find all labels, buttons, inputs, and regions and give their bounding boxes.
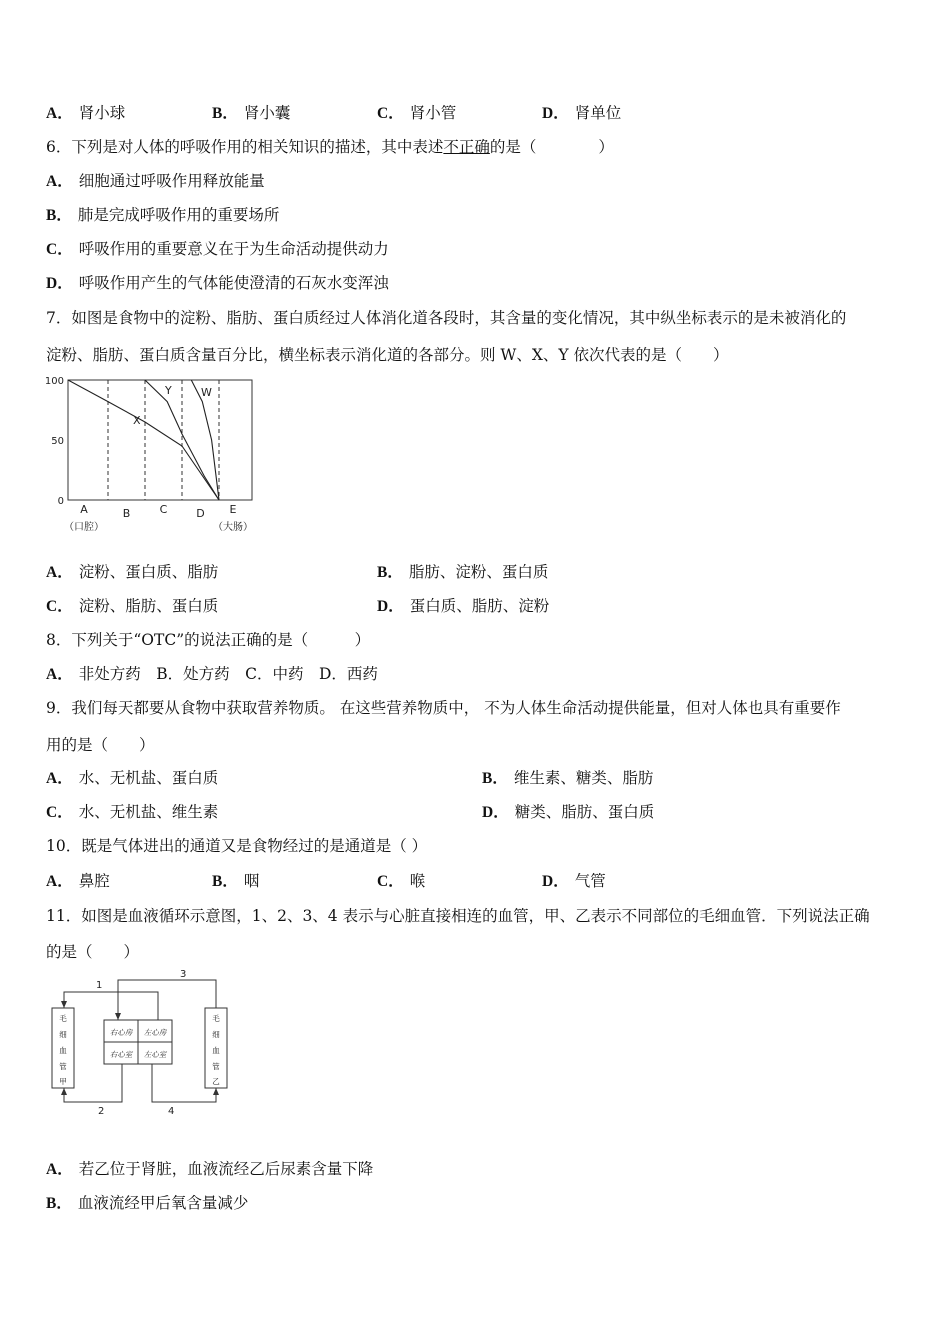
q9-option-b: B． 维生素、糖类、脂肪: [482, 769, 654, 787]
q6-option-c: C． 呼吸作用的重要意义在于为生命活动提供动力: [46, 240, 389, 258]
plot-frame: [68, 380, 252, 500]
q9-stem-line1: 9．我们每天都要从食物中获取营养物质。 在这些营养物质中， 不为人体生命活动提供能量，但对人体也具有重要作: [46, 699, 841, 717]
q6-option-b: B． 肺是完成呼吸作用的重要场所: [46, 206, 280, 224]
svg-text:血: 血: [59, 1046, 67, 1055]
label-1: 1: [96, 980, 103, 991]
q6-option-a: A． 细胞通过呼吸作用释放能量: [46, 172, 265, 190]
q5-option-c: C． 肾小管: [377, 104, 457, 122]
q9-option-c: C． 水、无机盐、维生素: [46, 803, 219, 821]
svg-text:管: 管: [212, 1062, 220, 1071]
series-label-x: X: [133, 414, 141, 427]
circulation-diagram: [44, 968, 244, 1118]
q8-stem: 8．下列关于“OTC”的说法正确的是（ ）: [46, 631, 371, 649]
x-tick-label: E: [229, 503, 237, 516]
q9-stem-line2: 用的是（ ）: [46, 736, 155, 754]
q9-option-d: D． 糖类、脂肪、蛋白质: [482, 803, 655, 821]
vessel-4: [152, 1064, 216, 1102]
q5-option-a: A． 肾小球: [46, 104, 126, 122]
y-tick-label: 100: [44, 376, 64, 387]
q5-option-b: B． 肾小囊: [212, 104, 291, 122]
label-4: 4: [168, 1106, 175, 1117]
y-tick-label: 0: [57, 496, 64, 507]
svg-text:细: 细: [59, 1030, 67, 1039]
q8-options: A． 非处方药 B．处方药 C．中药 D．西药: [46, 665, 378, 683]
x-tick-label: D: [196, 507, 205, 520]
y-tick-label: 50: [51, 436, 64, 447]
vessel-1: [64, 992, 158, 1020]
q11-stem-line2: 的是（ ）: [46, 943, 140, 961]
series-label-w: W: [201, 386, 212, 399]
q10-stem: 10．既是气体进出的通道又是食物经过的是通道是（ ）: [46, 837, 428, 855]
svg-text:细: 细: [212, 1030, 220, 1039]
q7-option-c: C． 淀粉、脂肪、蛋白质: [46, 597, 219, 615]
series-label-y: Y: [165, 384, 172, 397]
q7-stem-line1: 7．如图是食物中的淀粉、脂肪、蛋白质经过人体消化道各段时，其含量的变化情况，其中纵坐标表示的是未被消化的: [46, 309, 847, 327]
x-tick-label: C: [159, 503, 168, 516]
svg-text:乙: 乙: [212, 1077, 220, 1086]
q6-stem: 6．下列是对人体的呼吸作用的相关知识的描述，其中表述不正确的是（ ）: [46, 138, 614, 156]
digestion-chart: [40, 372, 280, 537]
left-ventricle: 左心室: [143, 1050, 167, 1059]
q11-option-a: A． 若乙位于肾脏，血液流经乙后尿素含量下降: [46, 1160, 374, 1178]
x-tick-note: （口腔）: [64, 522, 104, 533]
left-atrium: 左心房: [143, 1028, 167, 1037]
q10-option-c: C． 喉: [377, 872, 426, 890]
svg-text:血: 血: [212, 1046, 220, 1055]
svg-text:毛: 毛: [59, 1014, 67, 1023]
right-atrium: 右心房: [109, 1028, 133, 1037]
label-3: 3: [180, 969, 187, 980]
x-tick-label: A: [80, 503, 88, 516]
q11-stem-line1: 11．如图是血液循环示意图，1、2、3、4 表示与心脏直接相连的血管，甲、乙表示不同部位的毛细血管．下列说法正确: [46, 907, 870, 925]
x-tick-label: B: [122, 507, 131, 520]
q11-option-b: B． 血液流经甲后氧含量减少: [46, 1194, 249, 1212]
label-2: 2: [98, 1106, 105, 1117]
q7-option-d: D． 蛋白质、脂肪、淀粉: [377, 597, 550, 615]
q7-stem-line2: 淀粉、脂肪、蛋白质含量百分比，横坐标表示消化道的各部分。则 W、X、Y 依次代表的是（ ）: [46, 346, 729, 364]
series-line-x: [68, 380, 219, 500]
svg-text:毛: 毛: [212, 1014, 220, 1023]
vessel-2: [64, 1064, 122, 1102]
svg-text:管: 管: [59, 1062, 67, 1071]
q10-option-d: D． 气管: [542, 872, 606, 890]
x-tick-note: （大肠）: [213, 522, 253, 533]
q7-option-a: A． 淀粉、蛋白质、脂肪: [46, 563, 219, 581]
q10-option-b: B． 咽: [212, 872, 260, 890]
right-ventricle: 右心室: [109, 1050, 133, 1059]
vessel-3: [118, 980, 216, 1020]
q6-option-d: D． 呼吸作用产生的气体能使澄清的石灰水变浑浊: [46, 274, 389, 292]
q5-option-d: D． 肾单位: [542, 104, 622, 122]
q10-option-a: A． 鼻腔: [46, 872, 110, 890]
svg-text:甲: 甲: [59, 1077, 67, 1086]
q7-option-b: B． 脂肪、淀粉、蛋白质: [377, 563, 549, 581]
q9-option-a: A． 水、无机盐、蛋白质: [46, 769, 219, 787]
